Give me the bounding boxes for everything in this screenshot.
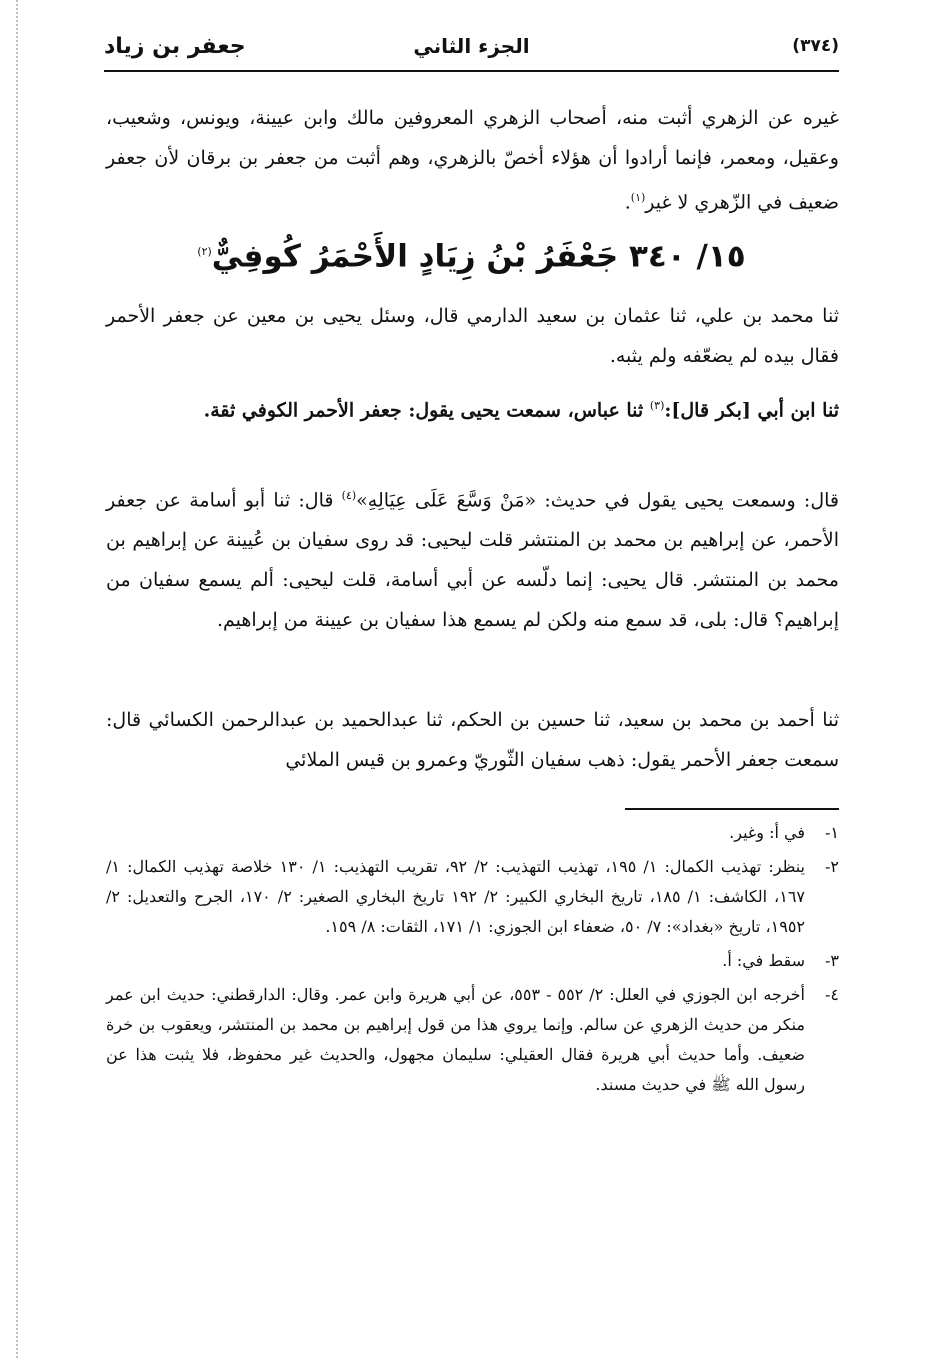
paragraph: [106, 476, 839, 640]
scan-margin-dots: [16, 0, 18, 1358]
paragraph-continuation: غيره عن الزهري أثبت منه، أصحاب الزهري المعروفين مالك وابن عيينة، ويونس، وشعيب، وعقيل، ومعمر، فإنما أرادوا أن هؤلاء أخصّ بالزهري، وهم أثبت من جعفر بن برقان لأن جعفر ضعيف في الزّهري لا غير$^{(١)}$.: [106, 107, 839, 214]
footnote-text: في أ: وغير.: [729, 823, 805, 842]
footnotes: [106, 818, 839, 1104]
footnote-ref: (٢): [197, 245, 212, 258]
paragraph-text: قال: ثنا أبو أسامة عن جعفر الأحمر، عن إبراهيم بن محمد بن المنتشر قلت ليحيى: قد روى سفيان بن عُيينة عن إبراهيم بن محمد بن المنتشر. قال يحيى: إنما دلّسه عن أبي أسامة، قلت ليحيى: ألم يسمع سفيان من إبراهيم؟ قال: بلى، قد سمع منه ولكن لم يسمع هذا سفيان بن عيينة من إبراهيم.: [106, 489, 839, 632]
paragraph-text: ثنا محمد بن علي، ثنا عثمان بن سعيد الدارمي قال، وسئل يحيى بن معين عن جعفر الأحمر فقال بيده لم يضعّفه ولم يثبه.: [106, 305, 839, 367]
paragraph-text: ثنا أحمد بن محمد بن سعيد، ثنا حسين بن الحكم، ثنا عبدالحميد بن عبدالرحمن الكسائي قال: سمعت جعفر الأحمر يقول: ذهب سفيان الثّوريّ وعمرو بن قيس الملائي: [106, 709, 839, 771]
entry-title-text: ١٥/ ٣٤٠ جَعْفَرُ بْنُ زِيَادٍ الأَحْمَرُ كُوفِيٌّ: [211, 238, 746, 275]
entry-name-header: جعفر بن زياد: [104, 34, 246, 59]
footnote-ref: (٣): [649, 399, 665, 412]
footnote-text: ينظر: تهذيب الكمال: ١/ ١٩٥، تهذيب التهذيب: ٢/ ٩٢، تقريب التهذيب: ١/ ١٣٠ خلاصة تهذيب الكمال: ١/ ١٦٧، الكاشف: ١/ ١٨٥، تاريخ البخاري الكبير: ٢/ ١٩٢ تاريخ البخاري الصغير: ٢/ ١٧٠، الجرح والتعديل: ٢/ ١٩٥٢، تاريخ «بغداد»: ٧/ ٥٠، ضعفاء ابن الجوزي: ١/ ١٧١، الثقات: ٨/ ١٥٩.: [106, 857, 805, 936]
volume-title: الجزء الثاني: [413, 34, 530, 58]
paragraph-text: ثنا عباس، سمعت يحيى يقول: جعفر الأحمر الكوفي ثقة.: [203, 399, 644, 422]
running-head: [104, 30, 839, 64]
footnote-text: أخرجه ابن الجوزي في العلل: ٢/ ٥٥٢ - ٥٥٣، عن أبي هريرة وابن عمر. وقال: الدارقطني: حديث ابن عمر منكر من حديث الزهري عن سالم. وإنما يروي هذا من قول إبراهيم بن محمد بن المنتشر، ويعقوب بن خرة ضعيف. وأما حديث أبي هريرة فقال العقيلي: سليمان مجهول، والحديث غير محفوظ، فلا يثبت هذا عن رسول الله ﷺ في حديث مسند.: [106, 985, 805, 1094]
footnote: [106, 852, 839, 942]
entry-title: [104, 222, 839, 282]
paragraph-text: غيره عن الزهري أثبت منه، أصحاب الزهري المعروفين مالك وابن عيينة، ويونس، وشعيب، وعقيل، ومعمر، فإنما أرادوا أن هؤلاء أخصّ بالزهري، وهم أثبت من جعفر بن برقان لأن جعفر ضعيف في الزّهري لا غير: [106, 107, 839, 214]
footnote-number: ١-: [825, 823, 839, 842]
footnote-ref: (٤): [341, 489, 357, 502]
paragraph: [106, 296, 839, 376]
footnote-number: ٤-: [825, 985, 839, 1004]
footnote-number: ٢-: [825, 857, 839, 876]
footnote-rule: [625, 808, 839, 810]
header-rule: [104, 70, 839, 72]
footnote: [106, 980, 839, 1100]
footnote-number: ٣-: [825, 951, 839, 970]
footnote-ref: (١): [630, 191, 646, 204]
paragraph: [106, 386, 839, 430]
paragraph-text: ثنا ابن أبي [بكر قال]:: [664, 399, 839, 422]
footnote-text: سقط في: أ.: [722, 951, 805, 970]
paragraph-text: قال: وسمعت يحيى يقول في حديث: «مَنْ وَسَّعَ عَلَى عِيَالِهِ»: [356, 489, 839, 512]
footnote: [106, 818, 839, 848]
footnote: [106, 946, 839, 976]
paragraph: [106, 700, 839, 780]
page-number: (٣٧٤): [792, 36, 839, 56]
